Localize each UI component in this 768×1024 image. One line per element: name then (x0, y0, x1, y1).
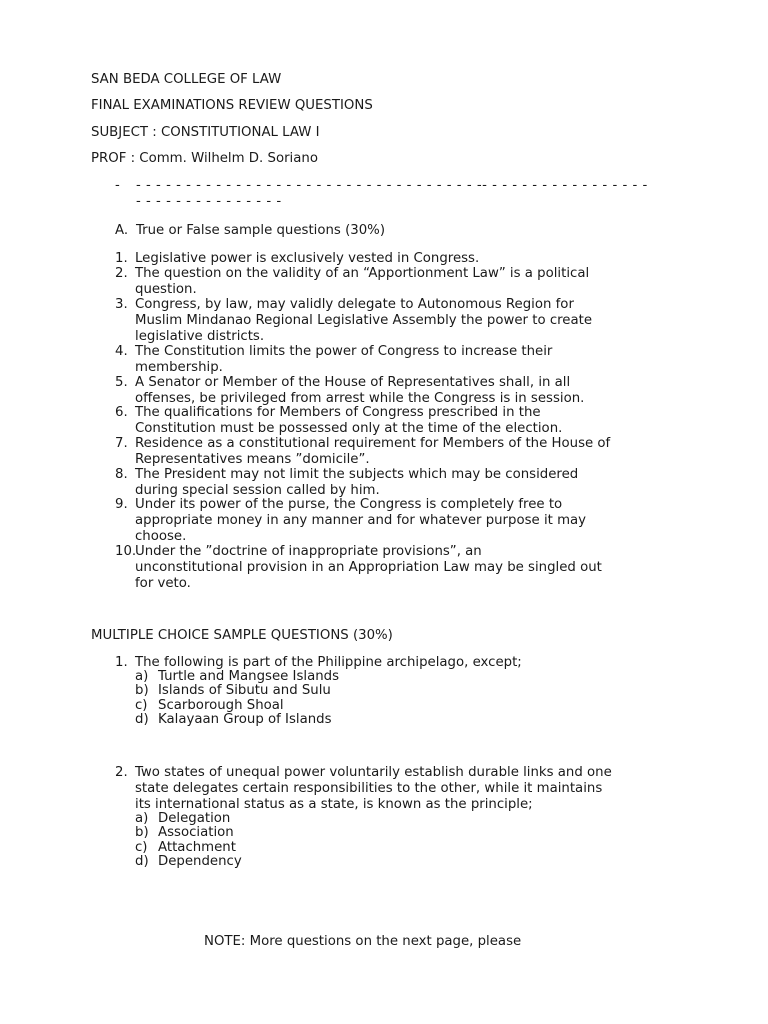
option-letter: d) (135, 712, 149, 727)
option-text: Delegation (158, 811, 231, 826)
option-text: Turtle and Mangsee Islands (158, 669, 340, 684)
option-text: Attachment (158, 840, 236, 855)
question-text-line: The President may not limit the subjects which may be considered (135, 467, 579, 482)
section-a-title: True or False sample questions (30%) (136, 223, 386, 238)
question-text-line: Under the ”doctrine of inappropriate provisions”, an (135, 544, 482, 559)
separator-line: - - - - - - - - - - - - - - - - - - - - - - - - - - - - - - - - - - -- - - - - - - - - - - - - - - - - (136, 178, 648, 193)
option-letter: a) (135, 669, 149, 684)
mc-question-text-line: state delegates certain responsibilities to the other, while it maintains (135, 781, 603, 796)
question-text-line: during special session called by him. (135, 483, 380, 498)
question-text-line: question. (135, 282, 197, 297)
question-text-line: The question on the validity of an “Apportionment Law” is a political (135, 266, 590, 281)
question-text-line: offenses, be privileged from arrest while the Congress is in session. (135, 391, 585, 406)
mc-question-text-line: its international status as a state, is known as the principle; (135, 797, 533, 812)
option-letter: c) (135, 698, 148, 713)
question-text-line: membership. (135, 360, 223, 375)
question-text-line: choose. (135, 529, 187, 544)
question-number: 5. (115, 375, 128, 390)
question-text-line: Legislative power is exclusively vested in Congress. (135, 251, 480, 266)
option-text: Association (158, 825, 234, 840)
question-number: 9. (115, 497, 128, 512)
question-text-line: The qualifications for Members of Congress prescribed in the (135, 405, 541, 420)
question-text-line: Muslim Mindanao Regional Legislative Assembly the power to create (135, 313, 593, 328)
option-text: Scarborough Shoal (158, 698, 284, 713)
mc-question-number: 2. (115, 765, 128, 780)
option-text: Kalayaan Group of Islands (158, 712, 332, 727)
question-number: 2. (115, 266, 128, 281)
section-a-label: A. (115, 223, 129, 238)
subject-line: SUBJECT : CONSTITUTIONAL LAW I (91, 125, 320, 140)
question-number: 4. (115, 344, 128, 359)
option-letter: d) (135, 854, 149, 869)
question-text-line: unconstitutional provision in an Appropriation Law may be singled out (135, 560, 602, 575)
multiple-choice-title: MULTIPLE CHOICE SAMPLE QUESTIONS (30%) (91, 628, 393, 643)
mc-question-number: 1. (115, 655, 128, 670)
option-letter: a) (135, 811, 149, 826)
question-number: 1. (115, 251, 128, 266)
option-letter: b) (135, 683, 149, 698)
question-text-line: Representatives means ”domicile”. (135, 452, 370, 467)
option-text: Islands of Sibutu and Sulu (158, 683, 331, 698)
option-text: Dependency (158, 854, 242, 869)
question-number: 6. (115, 405, 128, 420)
option-letter: b) (135, 825, 149, 840)
question-number: 3. (115, 297, 128, 312)
question-text-line: legislative districts. (135, 329, 265, 344)
question-text-line: Constitution must be possessed only at the time of the election. (135, 421, 563, 436)
question-number: 7. (115, 436, 128, 451)
exam-title: FINAL EXAMINATIONS REVIEW QUESTIONS (91, 98, 373, 113)
mc-question-text-line: The following is part of the Philippine archipelago, except; (135, 655, 522, 670)
question-text-line: Congress, by law, may validly delegate to Autonomous Region for (135, 297, 574, 312)
question-text-line: The Constitution limits the power of Congress to increase their (135, 344, 553, 359)
question-number: 8. (115, 467, 128, 482)
option-letter: c) (135, 840, 148, 855)
footer-note: NOTE: More questions on the next page, please (204, 934, 522, 949)
question-text-line: A Senator or Member of the House of Representatives shall, in all (135, 375, 571, 390)
separator-bullet: - (115, 178, 120, 193)
separator-line: - - - - - - - - - - - - - - - (136, 194, 282, 209)
question-text-line: appropriate money in any manner and for whatever purpose it may (135, 513, 587, 528)
question-text-line: for veto. (135, 576, 191, 591)
question-number: 10. (115, 544, 137, 559)
mc-question-text-line: Two states of unequal power voluntarily establish durable links and one (135, 765, 612, 780)
school-name: SAN BEDA COLLEGE OF LAW (91, 72, 282, 87)
question-text-line: Under its power of the purse, the Congress is completely free to (135, 497, 563, 512)
professor-line: PROF : Comm. Wilhelm D. Soriano (91, 151, 318, 166)
question-text-line: Residence as a constitutional requirement for Members of the House of (135, 436, 611, 451)
